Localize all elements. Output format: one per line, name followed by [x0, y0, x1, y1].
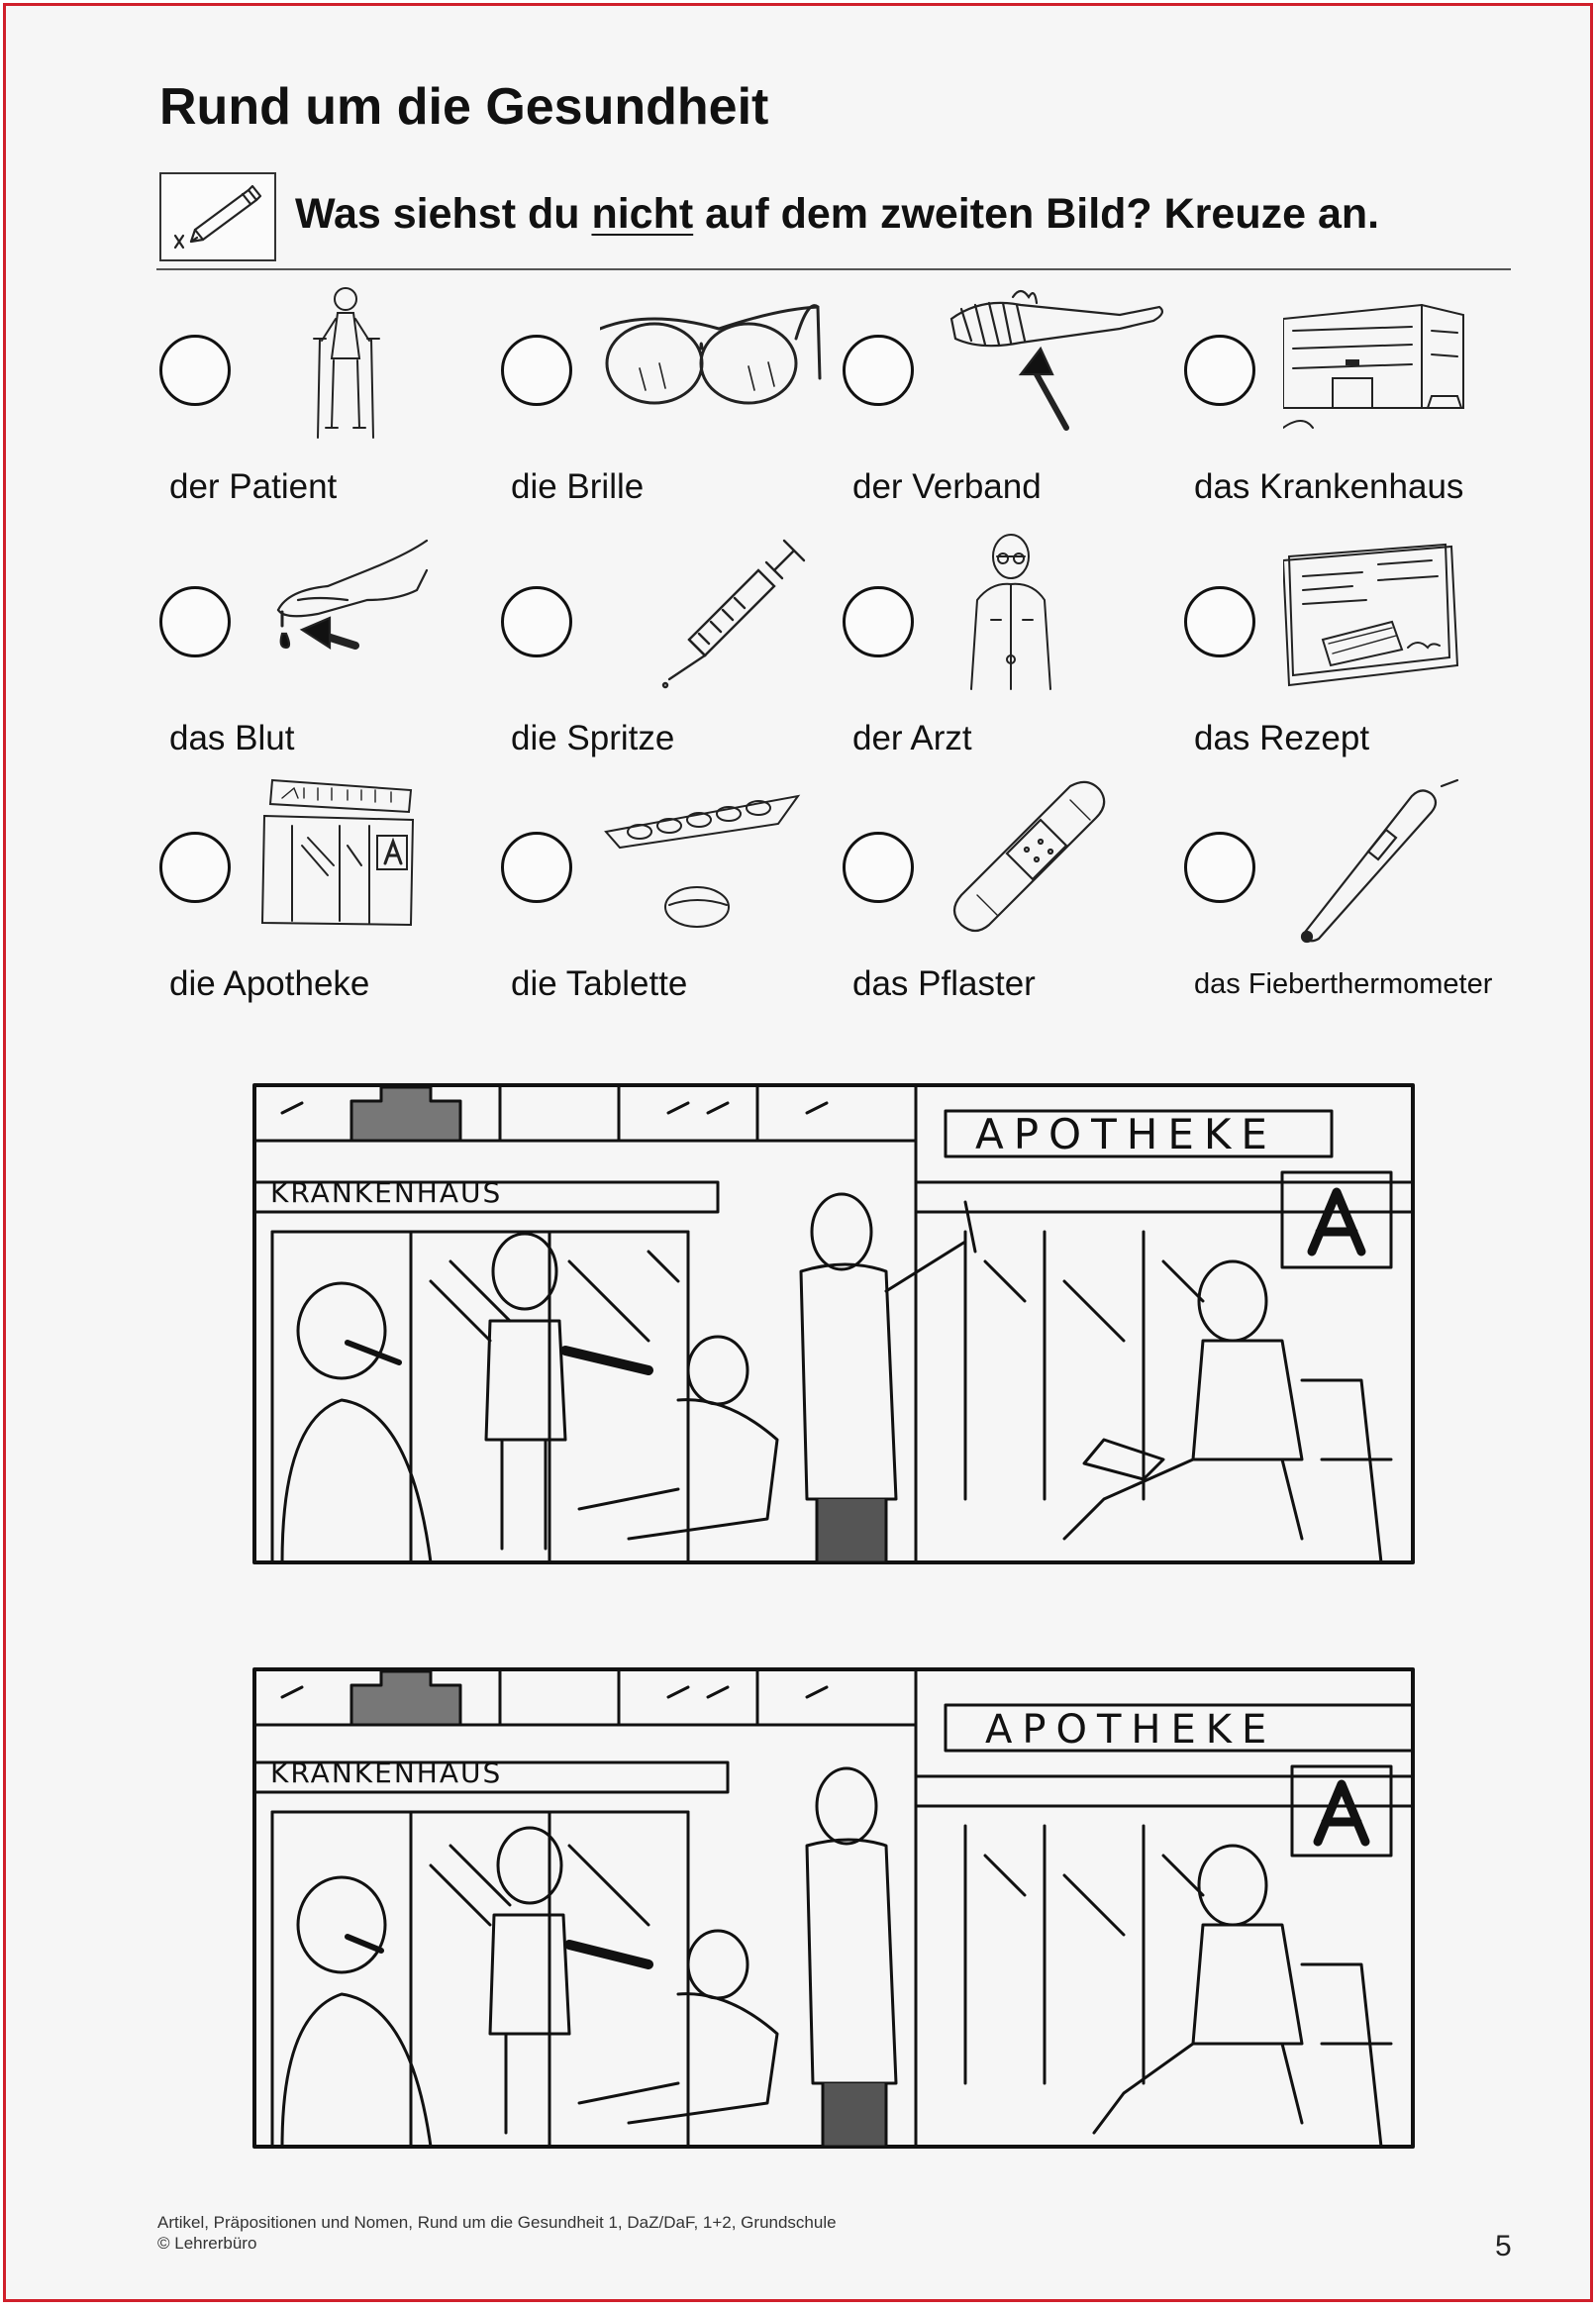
item-label: die Apotheke	[169, 964, 370, 1003]
checkbox-circle[interactable]	[501, 832, 572, 903]
worksheet-page	[6, 6, 1590, 2299]
instruction-before: Was siehst du	[295, 190, 592, 238]
item-pharmacy	[159, 776, 496, 1014]
item-patient	[159, 279, 496, 517]
instruction-emphasis: nicht	[591, 190, 694, 238]
scene-second-picture	[252, 1667, 1415, 2149]
bandage-arm-icon	[942, 279, 1169, 448]
item-bandage	[843, 279, 1179, 517]
checkbox-circle[interactable]	[1184, 335, 1255, 406]
instruction-after: auf dem zweiten Bild? Kreuze an.	[693, 190, 1380, 238]
checkbox-circle[interactable]	[159, 335, 231, 406]
glasses-icon	[600, 279, 828, 448]
item-plaster	[843, 776, 1179, 1014]
footer	[157, 2212, 837, 2254]
item-label: das Pflaster	[852, 964, 1036, 1003]
item-label: das Fieberthermometer	[1194, 968, 1493, 1000]
doctor-icon	[942, 531, 1169, 699]
syringe-icon	[600, 531, 828, 699]
item-syringe	[501, 531, 838, 768]
pencil-icon	[159, 172, 276, 261]
prescription-icon	[1283, 531, 1511, 699]
item-hospital	[1184, 279, 1521, 517]
plaster-icon	[942, 776, 1169, 945]
item-label: das Blut	[169, 719, 295, 757]
item-label: der Verband	[852, 467, 1042, 506]
item-label: der Patient	[169, 467, 338, 506]
blood-icon	[258, 531, 486, 699]
item-prescription	[1184, 531, 1521, 768]
hospital-icon	[1283, 279, 1511, 448]
checkbox-circle[interactable]	[843, 586, 914, 657]
footer-line1: Artikel, Präpositionen und Nomen, Rund um die Gesundheit 1, DaZ/DaF, 1+2, Grundschule	[157, 2213, 837, 2232]
checkbox-circle[interactable]	[159, 586, 231, 657]
item-doctor	[843, 531, 1179, 768]
item-blood	[159, 531, 496, 768]
item-thermometer	[1184, 776, 1521, 1014]
checkbox-circle[interactable]	[843, 832, 914, 903]
patient-icon	[258, 279, 486, 448]
pharmacy-sign: APOTHEKE	[975, 1110, 1277, 1158]
thermometer-icon	[1283, 776, 1511, 945]
footer-copyright: © Lehrerbüro	[157, 2234, 257, 2253]
item-label: die Brille	[511, 467, 645, 506]
pharmacy-sign: APOTHEKE	[985, 1707, 1277, 1753]
checkbox-circle[interactable]	[843, 335, 914, 406]
item-label: der Arzt	[852, 719, 972, 757]
checkbox-circle[interactable]	[159, 832, 231, 903]
divider	[156, 268, 1511, 270]
item-label: das Krankenhaus	[1194, 467, 1464, 506]
pharmacy-icon	[258, 776, 486, 945]
item-tablet	[501, 776, 838, 1014]
item-label: das Rezept	[1194, 719, 1370, 757]
tablet-icon	[600, 776, 828, 945]
hospital-sign: KRANKENHAUS	[270, 1757, 503, 1789]
checkbox-circle[interactable]	[501, 586, 572, 657]
instruction-text	[295, 190, 1379, 239]
item-label: die Tablette	[511, 964, 688, 1003]
page-title: Rund um die Gesundheit	[159, 78, 769, 136]
page-number: 5	[1495, 2230, 1512, 2262]
scene-first-picture	[252, 1083, 1415, 1564]
item-glasses	[501, 279, 838, 517]
checkbox-circle[interactable]	[1184, 832, 1255, 903]
item-label: die Spritze	[511, 719, 675, 757]
checkbox-circle[interactable]	[501, 335, 572, 406]
hospital-sign: KRANKENHAUS	[270, 1176, 503, 1209]
checkbox-circle[interactable]	[1184, 586, 1255, 657]
